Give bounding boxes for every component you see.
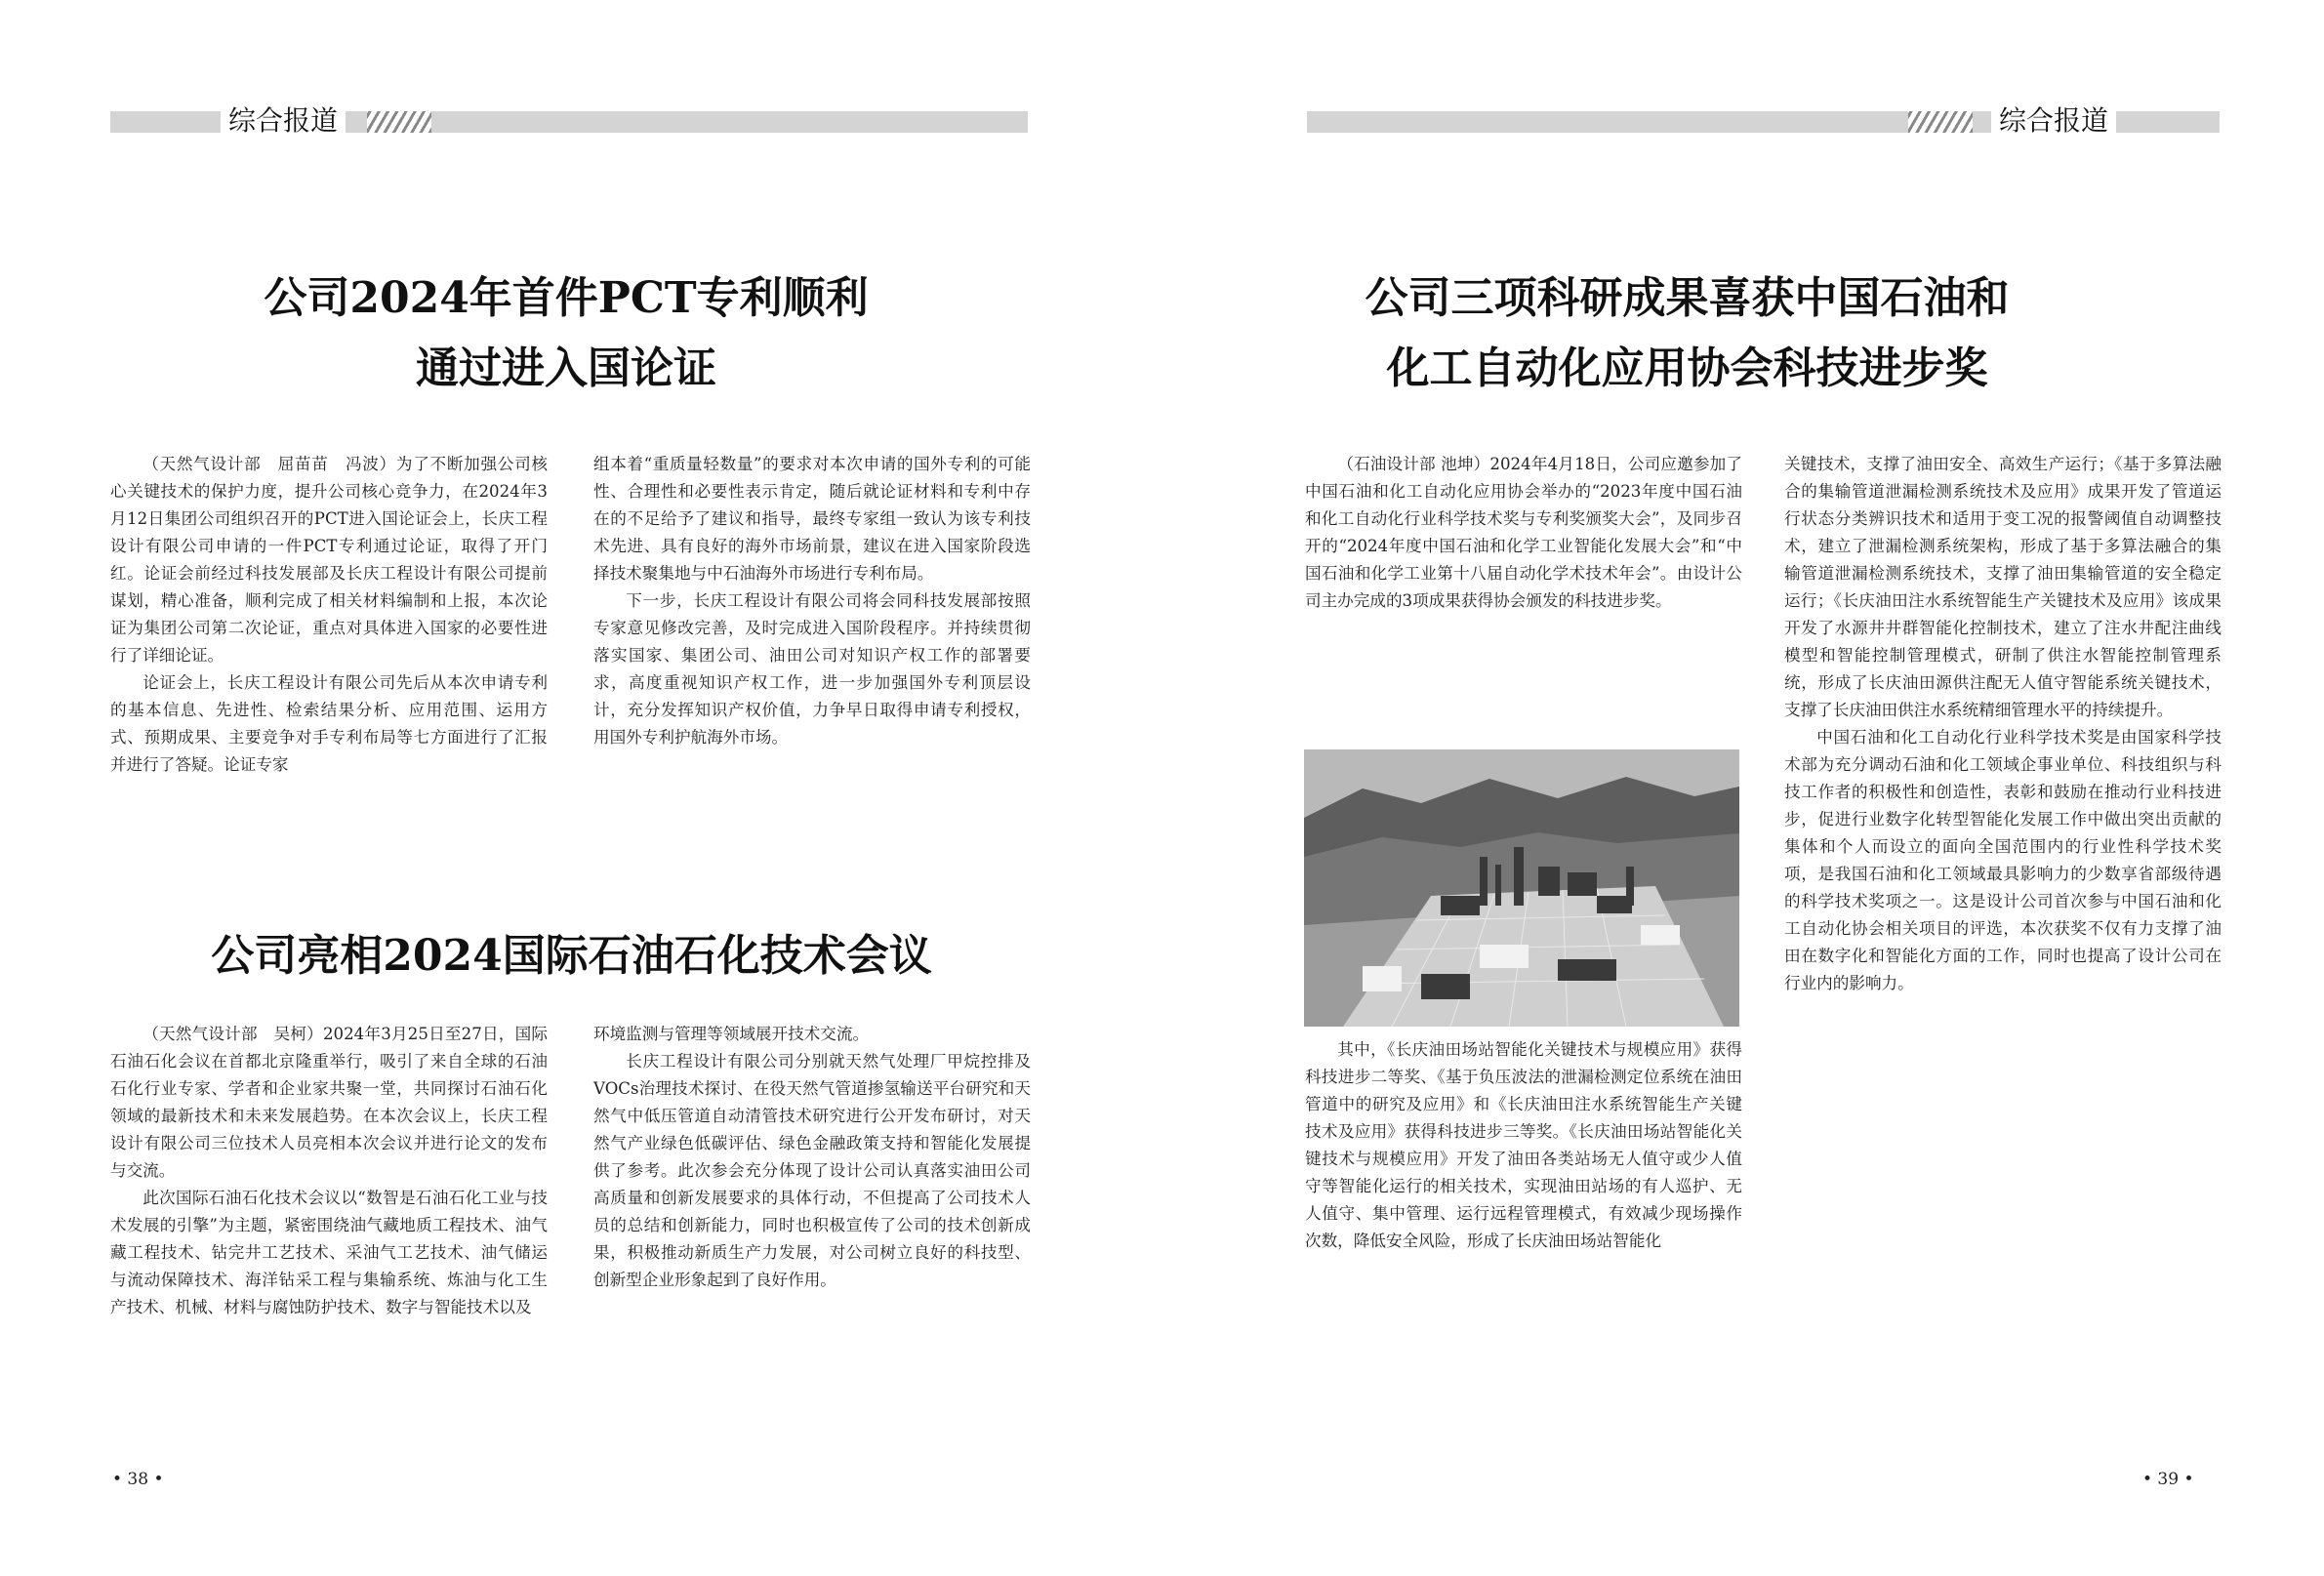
- article2-col2: [593, 1021, 1031, 1294]
- photo-illustration: [1304, 749, 1739, 1027]
- section-label: 综合报道: [1991, 101, 2116, 141]
- article1-col1: [110, 451, 548, 779]
- title-line: 化工自动化应用协会科技进步奖: [1386, 343, 1988, 393]
- paragraph: 此次国际石油石化技术会议以“数智是石油石化工业与技术发展的引擎”为主题，紧密围绕油气藏地质工程技术、油气藏工程技术、钻完井工艺技术、采油气工艺技术、油气储运与流动保障技术、海洋钻采工程与集输系统、炼油与化工生产技术、机械、材料与腐蚀防护技术、数字与智能技术以及: [110, 1189, 548, 1316]
- title-line: 公司三项科研成果喜获中国石油和: [1365, 273, 2010, 323]
- article2-col1: [110, 1021, 548, 1321]
- page-number: • 39 •: [2142, 1470, 2194, 1489]
- paragraph: 中国石油和化工自动化行业科学技术奖是由国家科学技术部为充分调动石油和化工领域企事业单位、科技组织与科技工作者的积极性和创造性，表彰和鼓励在推动行业科技进步，促进行业数字化转型智能化发展工作中做出突出贡献的集体和个人而设立的面向全国范围内的行业性科学技术奖项，是我国石油和化工领域最具影响力的少数享省部级待遇的科学技术奖项之一。这是设计公司首次参与中国石油和化工自动化协会相关项目的评选，本次获奖不仅有力支撑了油田在数字化和智能化方面的工作，同时也提高了设计公司在行业内的影响力。: [1784, 728, 2222, 992]
- title-line: 通过进入国论证: [416, 343, 716, 393]
- article1-title: [185, 263, 947, 404]
- paragraph: 组本着“重质量轻数量”的要求对本次申请的国外专利的可能性、合理性和必要性表示肯定，随后就论证材料和专利中存在的不足给予了建议和指导，最终专家组一致认为该专利技术先进、具有良好的海外市场前景，建议在进入国家阶段选择技术聚集地与中石油海外市场进行专利布局。: [593, 455, 1031, 583]
- paragraph: 环境监测与管理等领域展开技术交流。: [593, 1025, 870, 1043]
- article1-col2: [593, 451, 1031, 751]
- article-title: [1299, 263, 2075, 404]
- paragraph: （石油设计部 池坤）2024年4月18日，公司应邀参加了中国石油和化工自动化应用协会举办的“2023年度中国石油和化工自动化行业科学技术奖与专利奖颁奖大会”，及同步召开的“2024年度中国石油和化学工业智能化发展大会”和“中国石油和化学工业第十八届自动化学术技术年会”。由设计公司主办完成的3项成果获得协会颁发的科技进步奖。: [1305, 455, 1742, 610]
- right-page: [1162, 0, 2324, 1576]
- paragraph: 论证会上，长庆工程设计有限公司先后从本次申请专利的基本信息、先进性、检索结果分析、应用范围、运用方式、预期成果、主要竞争对手专利布局等七方面进行了汇报并进行了答疑。论证专家: [110, 673, 548, 774]
- paragraph: （天然气设计部 屈苗苗 冯波）为了不断加强公司核心关键技术的保护力度，提升公司核心竞争力，在2024年3月12日集团公司组织召开的PCT进入国论证会上，长庆工程设计有限公司申请的一件PCT专利通过论证，取得了开门红。论证会前经过科技发展部及长庆工程设计有限公司提前谋划，精心准备，顺利完成了相关材料编制和上报，本次论证为集团公司第二次论证，重点对具体进入国家的必要性进行了详细论证。: [110, 455, 548, 665]
- article-col1-bottom: [1305, 1036, 1742, 1255]
- page-number: • 38 •: [112, 1470, 164, 1489]
- paragraph: 其中，《长庆油田场站智能化关键技术与规模应用》获得科技进步二等奖、《基于负压波法的泄漏检测定位系统在油田管道中的研究及应用》和《长庆油田注水系统智能生产关键技术及应用》获得科技进步三等奖。《长庆油田场站智能化关键技术与规模应用》开发了油田各类站场无人值守或少人值守等智能化运行的相关技术，实现油田站场的有人巡护、无人值守、集中管理、运行远程管理模式，有效减少现场操作次数，降低安全风险，形成了长庆油田场站智能化: [1305, 1040, 1742, 1250]
- header-stripes: [1908, 111, 1973, 133]
- title-line: 公司2024年首件PCT专利顺利: [264, 273, 869, 323]
- article-col1-top: [1305, 451, 1742, 615]
- paragraph: （天然气设计部 吴柯）2024年3月25日至27日，国际石油石化会议在首都北京隆重举行，吸引了来自全球的石油石化行业专家、学者和企业家共聚一堂，共同探讨石油石化领域的最新技术和未来发展趋势。在本次会议上，长庆工程设计有限公司三位技术人员亮相本次会议并进行论文的发布与交流。: [110, 1025, 548, 1180]
- paragraph: 下一步，长庆工程设计有限公司将会同科技发展部按照专家意见修改完善，及时完成进入国阶段程序。并持续贯彻落实国家、集团公司、油田公司对知识产权工作的部署要求，高度重视知识产权工作，进一步加强国外专利顶层设计，充分发挥知识产权价值，力争早日取得申请专利授权，用国外专利护航海外市场。: [593, 591, 1031, 747]
- paragraph: 长庆工程设计有限公司分别就天然气处理厂甲烷控排及VOCs治理技术探讨、在役天然气管道掺氢输送平台研究和天然气中低压管道自动清管技术研究进行公开发布研讨，对天然气产业绿色低碳评估、绿色金融政策支持和智能化发展提供了参考。此次参会充分体现了设计公司认真落实油田公司高质量和创新发展要求的具体行动，不但提高了公司技术人员的总结和创新能力，同时也积极宣传了公司的技术创新成果，积极推动新质生产力发展，对公司树立良好的科技型、创新型企业形象起到了良好作用。: [593, 1052, 1031, 1289]
- article2-title: [110, 921, 1033, 991]
- oil-station-photo: [1304, 749, 1739, 1027]
- header-stripes: [367, 111, 431, 133]
- article-col2: [1784, 451, 2222, 997]
- title-line: 公司亮相2024国际石油石化技术会议: [211, 931, 932, 981]
- section-label: 综合报道: [221, 101, 346, 141]
- paragraph: 关键技术，支撑了油田安全、高效生产运行；《基于多算法融合的集输管道泄漏检测系统技术及应用》成果开发了管道运行状态分类辨识技术和适用于变工况的报警阈值自动调整技术，建立了泄漏检测系统架构，形成了基于多算法融合的集输管道泄漏检测系统技术，支撑了油田集输管道的安全稳定运行；《长庆油田注水系统智能生产关键技术及应用》该成果开发了水源井井群智能化控制技术，建立了注水井配注曲线模型和智能控制管理模式，研制了供注水智能控制管理系统，形成了长庆油田源供注配无人值守智能系统关键技术，支撑了长庆油田供注水系统精细管理水平的持续提升。: [1784, 455, 2222, 719]
